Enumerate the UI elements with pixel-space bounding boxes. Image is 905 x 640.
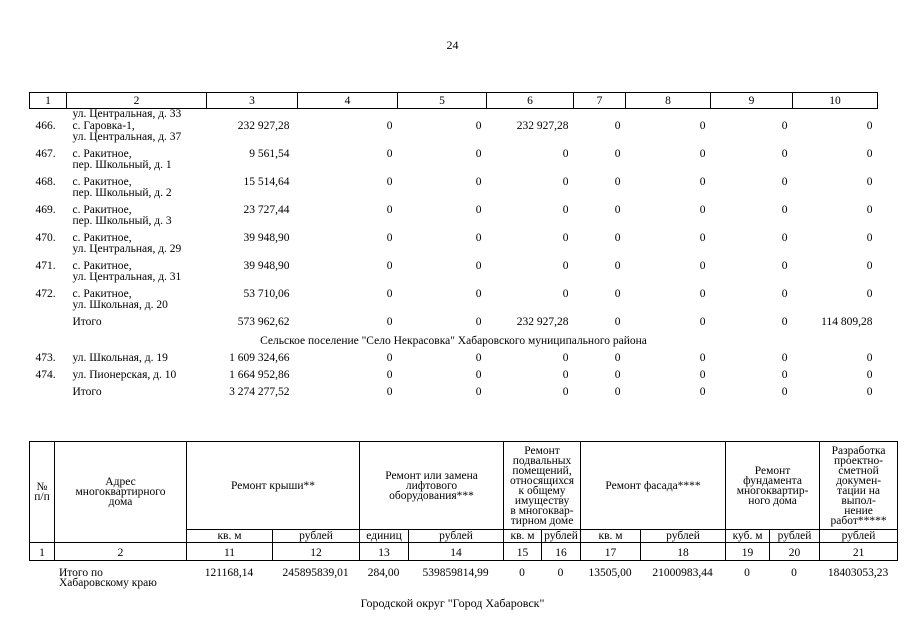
unit-label: рублей	[641, 530, 726, 543]
data-cell: 0	[386, 232, 393, 244]
row-number: 466.	[35, 120, 56, 132]
grand-total-cell: 0	[519, 567, 525, 579]
data-cell: 0	[386, 120, 393, 132]
row-number: 472.	[35, 288, 56, 300]
row-address: с. Ракитное, ул. Центральная, д. 29	[72, 232, 182, 255]
header-number: № п/п	[30, 442, 55, 543]
column-number: 18	[641, 543, 726, 561]
continued-row	[30, 109, 878, 122]
data-cell: 0	[781, 352, 788, 364]
data-cell: 0	[475, 232, 482, 244]
grand-total-cell: 284,00	[367, 567, 400, 579]
data-cell: 0	[386, 204, 393, 216]
column-number: 1	[30, 543, 55, 561]
subtotal-cell: 0	[614, 316, 621, 328]
header-address: Адрес многоквартирного дома	[55, 442, 187, 543]
subtotal-cell: 0	[781, 386, 788, 398]
data-cell: 0	[386, 288, 393, 300]
subtotal-label: Итого	[72, 316, 102, 328]
data-cell: 53 710,06	[243, 288, 290, 300]
data-cell: 0	[386, 148, 393, 160]
data-cell: 0	[781, 232, 788, 244]
subtotal-cell: 0	[614, 386, 621, 398]
column-number: 12	[273, 543, 360, 561]
header-foundation: Ремонт фундамента многоквартир- ного дома	[726, 442, 820, 530]
data-cell: 232 927,28	[237, 120, 290, 132]
data-cell: 0	[614, 176, 621, 188]
unit-label: кв. м	[187, 530, 273, 543]
unit-label: рублей	[409, 530, 504, 543]
row-number: 474.	[35, 369, 56, 381]
subtotal-cell: 114 809,28	[821, 316, 873, 328]
data-cell: 0	[614, 232, 621, 244]
column-number: 7	[574, 93, 626, 109]
subtotal-cell: 0	[475, 386, 482, 398]
table-row	[30, 121, 878, 149]
data-cell: 0	[475, 204, 482, 216]
data-cell: 0	[386, 352, 393, 364]
table-row	[30, 233, 878, 261]
row-number: 471.	[35, 260, 56, 272]
data-cell: 0	[781, 204, 788, 216]
column-number: 17	[581, 543, 641, 561]
data-cell: 0	[866, 260, 873, 272]
data-cell: 0	[614, 260, 621, 272]
data-cell: 39 948,90	[243, 260, 290, 272]
data-cell: 0	[562, 288, 569, 300]
unit-label: кв. м	[504, 530, 542, 543]
column-number: 21	[820, 543, 898, 561]
table-row	[30, 177, 878, 205]
data-cell: 0	[781, 369, 788, 381]
row-address: с. Ракитное, пер. Школьный, д. 3	[72, 204, 172, 227]
data-cell: 0	[475, 148, 482, 160]
subtotal-cell: 0	[781, 316, 788, 328]
data-cell: 0	[866, 148, 873, 160]
data-cell: 0	[699, 352, 706, 364]
data-cell: 0	[699, 369, 706, 381]
data-cell: 0	[781, 120, 788, 132]
column-number: 9	[711, 93, 793, 109]
unit-label: рублей	[770, 530, 820, 543]
data-cell: 0	[699, 176, 706, 188]
subtotal-cell: 3 274 277,52	[229, 386, 290, 398]
subtotal-cell: 0	[475, 316, 482, 328]
header-lift: Ремонт или замена лифтового оборудования***	[360, 442, 504, 530]
grand-total-cell: 245895839,01	[282, 567, 349, 579]
subtotal-cell: 0	[386, 316, 393, 328]
grand-total-cell: 121168,14	[204, 567, 254, 579]
header-row-titles	[30, 442, 898, 530]
data-cell: 0	[614, 148, 621, 160]
column-number: 13	[360, 543, 409, 561]
data-cell: 0	[475, 369, 482, 381]
row-number: 469.	[35, 204, 56, 216]
city-section-title: Городской округ "Город Хабаровск"	[360, 596, 545, 610]
data-cell: 0	[781, 260, 788, 272]
column-number: 11	[187, 543, 273, 561]
header-facade: Ремонт фасада****	[581, 442, 726, 530]
column-number-row	[30, 93, 878, 109]
data-cell: 0	[475, 288, 482, 300]
data-cell: 23 727,44	[243, 204, 290, 216]
data-cell: 0	[562, 204, 569, 216]
unit-label: единиц	[360, 530, 409, 543]
header-basement: Ремонт подвальных помещений, относящихся к общему имуществу в многоквар- тирном доме	[504, 442, 581, 530]
column-number: 16	[542, 543, 581, 561]
grand-total-cell: 21000983,44	[652, 567, 713, 579]
data-cell: 0	[475, 260, 482, 272]
data-cell: 0	[562, 369, 569, 381]
column-number: 15	[504, 543, 542, 561]
header-roof: Ремонт крыши**	[187, 442, 360, 530]
unit-label: кв. м	[581, 530, 641, 543]
column-number: 8	[626, 93, 711, 109]
grand-total-row	[29, 568, 897, 588]
grand-total-cell: 13505,00	[588, 567, 632, 579]
row-address: с. Ракитное, ул. Школьная, д. 20	[72, 288, 168, 311]
row-address: с. Гаровка-1, ул. Центральная, д. 37	[72, 120, 182, 143]
column-number: 10	[793, 93, 878, 109]
data-cell: 0	[562, 148, 569, 160]
column-number: 5	[398, 93, 487, 109]
grand-total-cell: 0	[557, 567, 564, 579]
table-row	[30, 205, 878, 233]
page-number: 24	[446, 38, 459, 52]
data-cell: 15 514,64	[243, 176, 290, 188]
row-address: с. Ракитное, ул. Центральная, д. 31	[72, 260, 182, 283]
column-number: 4	[298, 93, 398, 109]
unit-label: рублей	[273, 530, 360, 543]
grand-total-cell: 539859814,99	[422, 567, 489, 579]
data-cell: 0	[614, 352, 621, 364]
section-title-row	[30, 334, 878, 353]
table-row	[30, 149, 878, 177]
data-cell: 0	[562, 176, 569, 188]
table-row	[30, 353, 878, 370]
data-cell: 0	[866, 232, 873, 244]
data-cell: 0	[614, 120, 621, 132]
grand-total-cell: 0	[791, 567, 797, 579]
column-number: 2	[55, 543, 187, 561]
column-number: 3	[207, 93, 298, 109]
data-cell: 1 609 324,66	[229, 352, 290, 364]
data-cell: 0	[386, 260, 393, 272]
subtotal-row	[30, 317, 878, 334]
data-cell: 0	[386, 176, 393, 188]
row-address: с. Ракитное, пер. Школьный, д. 1	[72, 148, 172, 171]
table-row	[30, 261, 878, 289]
section-title: Сельское поселение "Село Некрасовка" Хабаровского муниципального района	[260, 335, 647, 347]
data-cell: 9 561,54	[249, 148, 290, 160]
column-number: 19	[726, 543, 770, 561]
data-cell: 0	[562, 352, 569, 364]
row-number: 473.	[35, 352, 56, 364]
data-cell: 0	[699, 120, 706, 132]
data-cell: 0	[699, 204, 706, 216]
subtotal-cell: 0	[866, 386, 873, 398]
data-cell: 0	[866, 369, 873, 381]
unit-label: куб. м	[726, 530, 770, 543]
data-cell: 0	[614, 288, 621, 300]
grand-total-table	[29, 568, 897, 588]
grand-total-cell: 18403053,23	[827, 567, 889, 579]
data-cell: 0	[866, 120, 873, 132]
column-number: 20	[770, 543, 820, 561]
subtotal-cell: 0	[699, 386, 706, 398]
row-address: с. Ракитное, пер. Школьный, д. 2	[72, 176, 172, 199]
column-number-row	[30, 543, 898, 561]
row-address: ул. Пионерская, д. 10	[72, 369, 177, 381]
row-address: ул. Школьная, д. 19	[72, 352, 168, 364]
column-number: 6	[487, 93, 574, 109]
row-number: 468.	[35, 176, 56, 188]
data-cell: 0	[699, 148, 706, 160]
data-cell: 0	[386, 369, 393, 381]
table-row	[30, 289, 878, 317]
repair-types-header-table	[29, 441, 898, 561]
data-cell: 0	[475, 120, 482, 132]
data-cell: 0	[866, 204, 873, 216]
subtotal-cell: 0	[699, 316, 706, 328]
data-cell: 0	[866, 352, 873, 364]
row-number: 467.	[35, 148, 56, 160]
column-number: 1	[30, 93, 67, 109]
row-number: 470.	[35, 232, 56, 244]
continued-address: ул. Центральная, д. 33	[72, 108, 182, 120]
data-cell: 0	[562, 260, 569, 272]
grand-total-cell: 0	[744, 567, 750, 579]
data-cell: 0	[866, 176, 873, 188]
data-cell: 39 948,90	[243, 232, 290, 244]
data-cell: 0	[866, 288, 873, 300]
data-cell: 0	[699, 288, 706, 300]
column-number: 14	[409, 543, 504, 561]
grand-total-label: Итого по Хабаровскому краю	[59, 567, 157, 589]
data-cell: 1 664 952,86	[229, 369, 290, 381]
subtotal-cell: 573 962,62	[237, 316, 290, 328]
data-cell: 0	[475, 352, 482, 364]
unit-label: рублей	[820, 530, 898, 543]
data-cell: 0	[781, 288, 788, 300]
subtotal-cell: 0	[386, 386, 393, 398]
data-cell: 0	[562, 232, 569, 244]
subtotal-cell: 232 927,28	[516, 316, 569, 328]
data-cell: 232 927,28	[516, 120, 569, 132]
table-row	[30, 370, 878, 387]
data-cell: 0	[699, 260, 706, 272]
data-cell: 0	[781, 176, 788, 188]
subtotal-cell: 0	[562, 386, 569, 398]
repair-cost-table	[29, 92, 878, 404]
data-cell: 0	[614, 369, 621, 381]
data-cell: 0	[614, 204, 621, 216]
header-docs: Разработка проектно- сметной докумен- тации на выпол- нение работ*****	[820, 442, 898, 530]
data-cell: 0	[475, 176, 482, 188]
subtotal-row	[30, 387, 878, 404]
data-cell: 0	[699, 232, 706, 244]
unit-label: рублей	[542, 530, 581, 543]
data-cell: 0	[781, 148, 788, 160]
column-number: 2	[67, 93, 207, 109]
subtotal-label: Итого	[72, 386, 102, 398]
